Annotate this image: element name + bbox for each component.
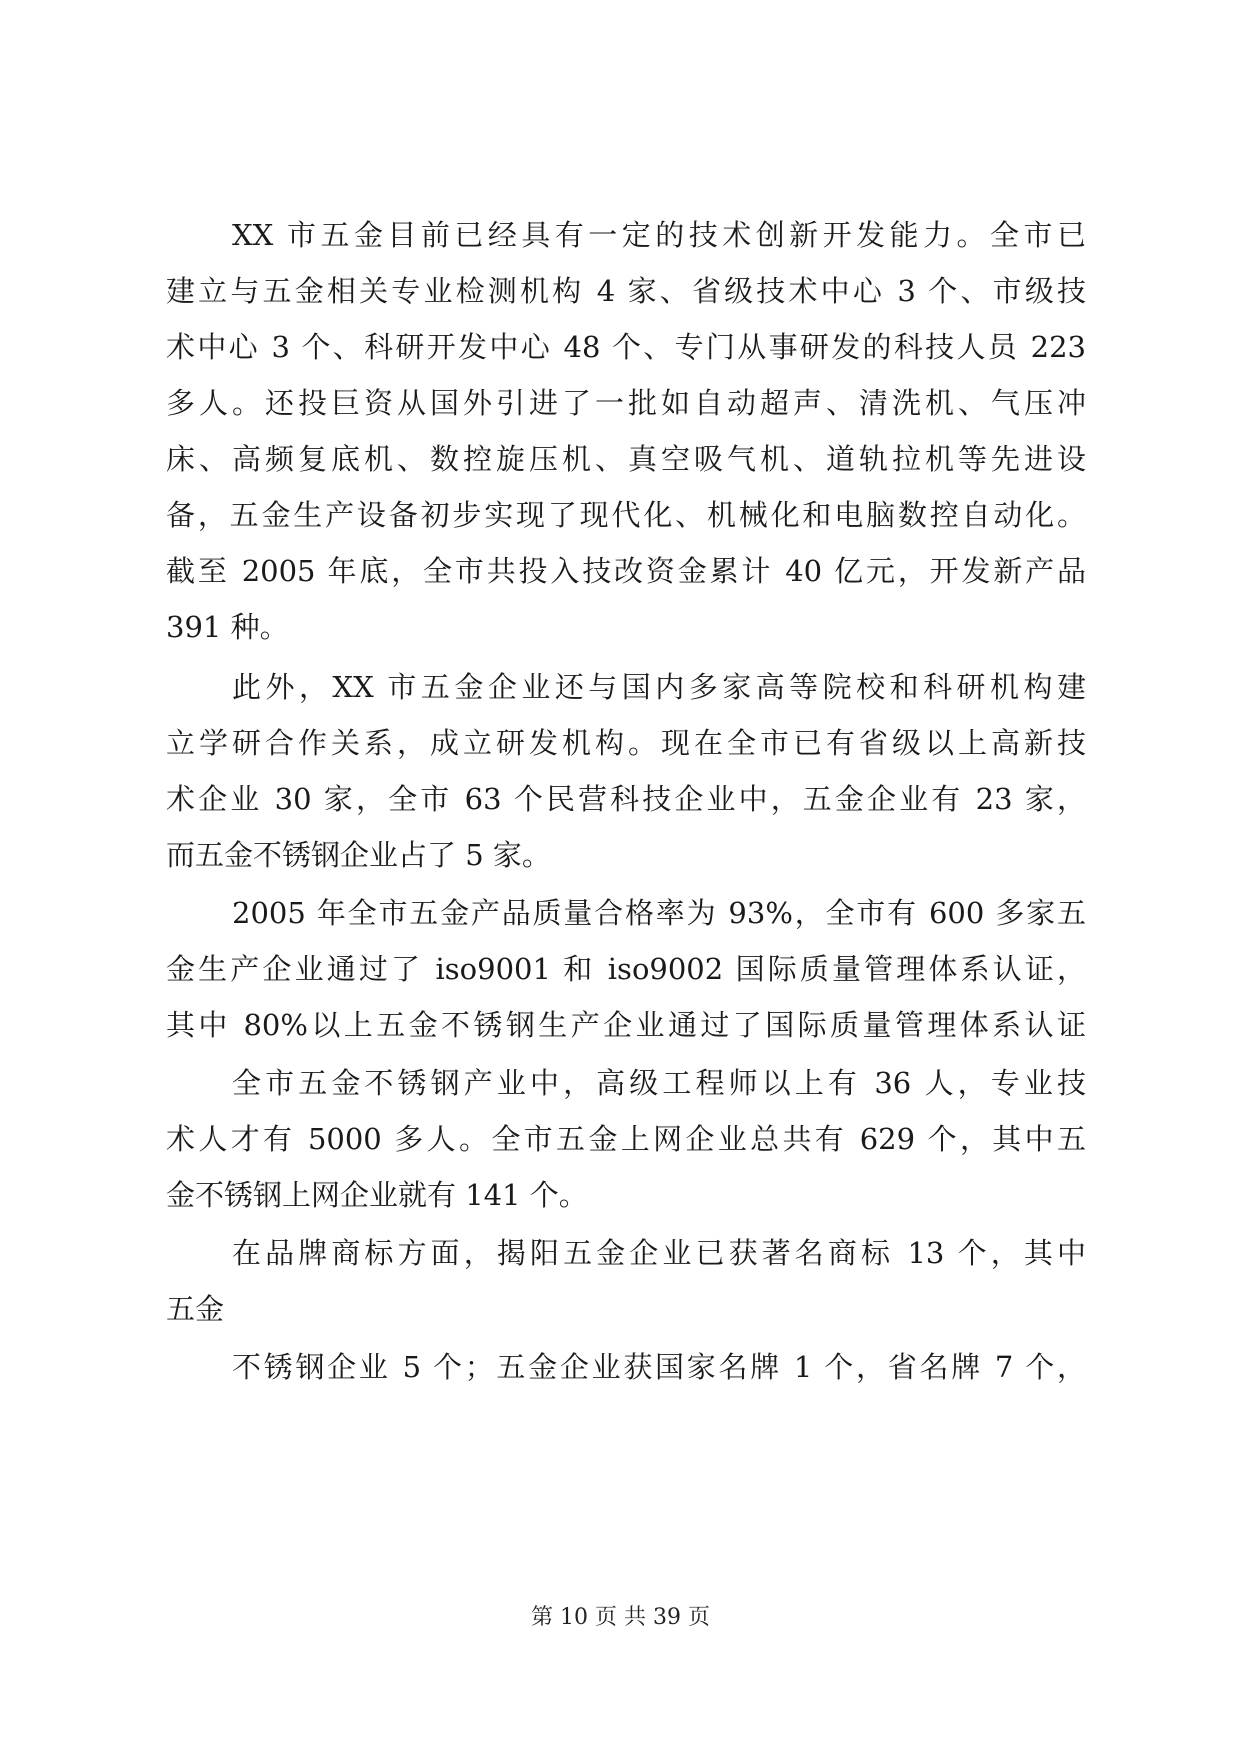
- paragraph-line: 多人。还投巨资从国外引进了一批如自动超声、清洗机、气压冲: [166, 386, 1086, 420]
- paragraph-line: 此外，XX 市五金企业还与国内多家高等院校和科研机构建: [232, 670, 1086, 704]
- paragraph-line: 金不锈钢上网企业就有 141 个。: [166, 1178, 588, 1212]
- paragraph-line: 建立与五金相关专业检测机构 4 家、省级技术中心 3 个、市级技: [166, 274, 1086, 308]
- page-number-footer: 第 10 页 共 39 页: [531, 1605, 710, 1630]
- paragraph-line: XX 市五金目前已经具有一定的技术创新开发能力。全市已: [232, 218, 1086, 252]
- paragraph-line: 全市五金不锈钢产业中，高级工程师以上有 36 人，专业技: [232, 1066, 1086, 1100]
- paragraph-line: 床、高频复底机、数控旋压机、真空吸气机、道轨拉机等先进设: [166, 442, 1086, 476]
- paragraph-line: 截至 2005 年底，全市共投入技改资金累计 40 亿元，开发新产品: [166, 554, 1086, 588]
- paragraph-line: 五金: [166, 1292, 225, 1326]
- paragraph-line: 2005 年全市五金产品质量合格率为 93%，全市有 600 多家五: [232, 896, 1086, 930]
- paragraph-line: 术中心 3 个、科研开发中心 48 个、专门从事研发的科技人员 223: [166, 330, 1086, 364]
- paragraph-line: 不锈钢企业 5 个；五金企业获国家名牌 1 个，省名牌 7 个，: [232, 1350, 1086, 1384]
- paragraph-line: 391 种。: [166, 610, 289, 644]
- paragraph-line: 金生产企业通过了 iso9001 和 iso9002 国际质量管理体系认证，: [166, 952, 1086, 986]
- paragraph-line: 而五金不锈钢企业占了 5 家。: [166, 838, 551, 872]
- paragraph-line: 术人才有 5000 多人。全市五金上网企业总共有 629 个，其中五: [166, 1122, 1086, 1156]
- paragraph-line: 备，五金生产设备初步实现了现代化、机械化和电脑数控自动化。: [166, 498, 1086, 532]
- paragraph-line: 立学研合作关系，成立研发机构。现在全市已有省级以上高新技: [166, 726, 1086, 760]
- paragraph-line: 术企业 30 家，全市 63 个民营科技企业中，五金企业有 23 家，: [166, 782, 1086, 816]
- paragraph-line: 在品牌商标方面，揭阳五金企业已获著名商标 13 个，其中: [232, 1236, 1086, 1270]
- paragraph-line: 其中 80%以上五金不锈钢生产企业通过了国际质量管理体系认证: [166, 1008, 1086, 1042]
